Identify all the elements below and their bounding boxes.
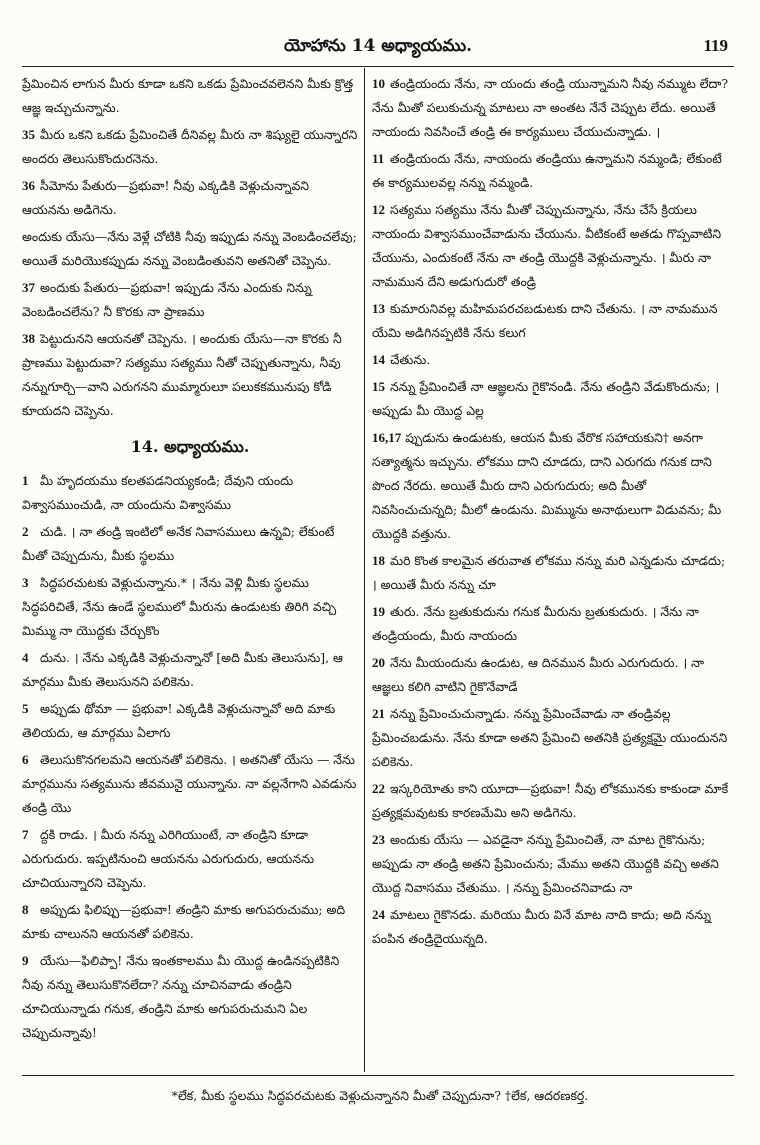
verse-paragraph [372,702,732,774]
verse-text: సీమోను పేతురు—ప్రభువా! నీవు ఎక్కడికి వెళ్లుచున్నావని ఆయనను అడిగెను. [22,178,309,217]
verse-number: 20 [372,655,385,670]
verse-text: సిద్ధపరచుటకు వెళ్లుచున్నాను.* । నేను వెళ్లి మీకు స్థలము సిద్ధపరిచితే, నేను ఉండే స్థలములో మీరును ఉండుటకు తిరిగి వచ్చి మిమ్ము నా యొద్దకు చేర్చుకొం [22,575,337,638]
verse-number: 11 [372,151,385,166]
verse-paragraph [22,646,358,694]
verse-number: 13 [372,301,385,316]
verse-number: 21 [372,706,385,721]
footnote: *లేక, మీకు స్థలము సిద్ధపరచుటకు వెళ్లుచున్నానని మీతో చెప్పుదునా? †లేక, ఆదరణకర్త. [171,1088,589,1103]
verse-paragraph [22,520,358,568]
verse-text: చుడి. । నా తండ్రి ఇంటిలో అనేక నివాసములు ఉన్నవి; లేకుంటే మీతో చెప్పుదును, మీకు స్థలము [22,524,335,563]
verse-number: 16,17 [372,430,402,445]
verse-paragraph [22,949,358,1045]
verse-number: 9 [22,953,29,968]
footnote-rule [22,1075,734,1076]
verse-paragraph [22,276,358,324]
right-column [372,72,732,1067]
verse-paragraph [372,828,732,900]
verse-number: 24 [372,907,385,922]
verse-text: అందుకు పేతురు—ప్రభువా! ఇప్పుడు నేను ఎందుకు నిన్ను వెంబడించలేను? నీ కొరకు నా ప్రాణము [22,280,312,319]
verse-number: 7 [22,827,29,842]
verse-text: దును. । నేను ఎక్కడికి వెళ్లుచున్నానో [అది మీకు తెలుసును], ఆ మార్గము మీకు తెలుసునని పలికెను. [22,650,343,689]
verse-paragraph [22,72,358,120]
verse-text: చేతును. [390,352,431,367]
verse-text: కుమారునివల్ల మహిమపరచబడుటకు దాని చేతును. । నా నామమున యేమి అడిగినప్పటికి నేను కలుగ [372,301,718,340]
column-divider [364,68,365,1072]
verse-paragraph [22,469,358,517]
verse-paragraph [372,297,732,345]
verse-paragraph [372,147,732,195]
verse-number: 38 [22,331,35,346]
verse-number: 19 [372,604,385,619]
page-number: 119 [703,36,728,55]
verse-paragraph [372,198,732,294]
verse-number: 12 [372,202,385,217]
verse-paragraph [22,571,358,643]
verse-text: అప్పుడు ఫిలిప్పు—ప్రభువా! తండ్రిని మాకు అగుపరుచుము; అది మాకు చాలునని ఆయనతో పలికెను. [22,902,346,941]
verse-text: సత్యము సత్యము నేను మీతో చెప్పుచున్నాను, నేను చేసే క్రియలు నాయందు విశ్వాసముంచేవాడును చేయును. వీటికంటే అతడు గొప్పవాటిని చేయును, ఎందుకంటే నేను నా తండ్రి యొద్దకి వెళ్లుచున్నాను. । మీరు నా నామమున దేని అడుగుదురో తండ్రి [372,202,722,289]
verse-text: ద్దకి రాడు. । మీరు నన్ను ఎరిగియుంటే, నా తండ్రిని కూడా ఎరుగుదురు. ఇప్పటినుంచి ఆయనను ఎరుగుదురు, ఆయనను చూచియున్నారని చెప్పెను. [22,827,315,890]
verse-text: ఇస్కరియోతు కాని యూదా—ప్రభువా! నీవు లోకమునకు కాకుండా మాకే ప్రత్యక్షమవుటకు కారణమేమి అని అడిగెను. [372,781,729,820]
verse-text: అందుకు యేసు — ఎవడైనా నన్ను ప్రేమించితే, నా మాట గైకొనును; అప్పుడు నా తండ్రి అతని ప్రేమించును; మేము అతని యొద్దకి వచ్చి అతని యొద్ద నివాసము చేతుము. । నన్ను ప్రేమించనివాడు నా [372,832,719,895]
verse-paragraph [22,225,358,273]
verse-text: పెట్టుదునని ఆయనతో చెప్పెను. । అందుకు యేసు—నా కొరకు నీ ప్రాణము పెట్టుదువా? సత్యము సత్యము నీతో చెప్పుతున్నాను, నీవు నన్నుగూర్చి—వాని ఎరుగనని ముమ్మారులూ పలుకకమునుపు కోడి కూయదని చెప్పెను. [22,331,342,418]
verse-paragraph [372,549,732,597]
verse-paragraph [372,651,732,699]
verse-text: అప్పుడు థోమా — ప్రభువా! ఎక్కడికి వెళ్లుచున్నావో అది మాకు తెలియదు, ఆ మార్గము ఏలాగు [22,701,336,740]
verse-number: 23 [372,832,385,847]
verse-text: మీ హృదయము కలతపడనియ్యకండి; దేవుని యందు విశ్వాసముంచుడి, నా యందును విశ్వాసము [22,473,294,512]
verse-number: 10 [372,76,385,91]
verse-text: మాటలు గైకొనడు. మరియు మీరు వినే మాట నాది కాదు; అది నన్ను పంపిన తండ్రిదైయున్నది. [372,907,711,946]
verse-paragraph [372,426,732,546]
chapter-heading: 14. అధ్యాయము. [130,437,250,456]
verse-paragraph [22,697,358,745]
verse-paragraph [372,375,732,423]
verse-paragraph [22,174,358,222]
verse-number: 1 [22,473,29,488]
verse-paragraph [372,903,732,951]
verse-number: 15 [372,379,385,394]
verse-text: మరి కొంత కాలమైన తరువాత లోకము నన్ను మరి ఎన్నడును చూడదు; । అయితే మీరు నన్ను చూ [372,553,726,592]
verse-number: 5 [22,701,29,716]
verse-text: తండ్రియందు నేను, నాయందు తండ్రియు ఉన్నామని నమ్మండి; లేకుంటే ఈ కార్యములవల్ల నన్ను నమ్మండి. [372,151,722,190]
verse-paragraph [22,823,358,895]
verse-number: 18 [372,553,385,568]
page-header [22,30,734,67]
verse-paragraph [372,600,732,648]
verse-number: 22 [372,781,385,796]
verse-text: అందుకు యేసు—నేను వెళ్లే చోటికి నీవు ఇప్పుడు నన్ను వెంబడించలేవు; అయితే మరియొకప్పుడు నన్ను వెంబడింతువని అతనితో చెప్పెను. [22,229,357,268]
verse-text: నన్ను ప్రేమించుచున్నాడు. నన్ను ప్రేమించేవాడు నా తండ్రివల్ల ప్రేమించబడును. నేను కూడా అతని ప్రేమించి అతనికి ప్రత్యక్షమై యుందునని పలికెను. [372,706,728,769]
verse-paragraph [372,777,732,825]
verse-paragraph [372,348,732,372]
left-column [22,72,358,1067]
verse-paragraph [372,72,732,144]
verse-number: 37 [22,280,35,295]
verse-number: 8 [22,902,29,917]
verse-number: 36 [22,178,35,193]
page-title: యోహాను 14 అధ్యాయము. [283,36,473,56]
verse-number: 3 [22,575,29,590]
verse-number: 4 [22,650,29,665]
verse-paragraph [22,123,358,171]
verse-text: తెలుసుకొనగలమని ఆయనతో పలికెను. । అతనితో యేసు — నేను మార్గమును సత్యమును జీవమునై యున్నాను. నా వల్లనేగాని ఎవడును తండ్రి యొ [22,752,357,815]
verse-text: యేసు—ఫిలిప్పా! నేను ఇంతకాలము మీ యొద్ద ఉండినప్పటికిని నీవు నన్ను తెలుసుకొనలేదా? నన్ను చూచినవాడు తండ్రిని చూచియున్నాడు గనుక, తండ్రిని మాకు అగుపరుచుమని ఏల చెప్పుచున్నావు! [22,953,340,1040]
verse-text: ప్పుడును ఉండుటకు, ఆయన మీకు వేరొక సహాయకుని† అనగా సత్యాత్మను ఇచ్చును. లోకము దాని చూడదు, దాని ఎరుగదు గనుక దాని పొంద నేరదు. అయితే మీరు దాని ఎరుగుదురు; అది మీతో నివసించుచున్నది; మీలో ఉండును. మిమ్మును అనాథులుగా విడువను; మీ యొద్దకి వత్తును. [372,430,722,541]
verse-number: 6 [22,752,29,767]
verse-text: తండ్రియందు నేను, నా యందు తండ్రి యున్నామని నీవు నమ్ముట లేదా? నేను మీతో పలుకుచున్న మాటలు నా అంతట నేనే చెప్పుట లేదు. అయితే నాయందు నివసించే తండ్రి ఈ కార్యములు చేయుచున్నాడు. । [372,76,729,139]
verse-text: నేను మీయందును ఉండుట, ఆ దినమున మీరు ఎరుగుదురు. । నా ఆజ్ఞలు కలిగి వాటిని గైకొనేవాడే [372,655,704,694]
verse-text: మీరు ఒకని ఒకడు ప్రేమించితే దీనివల్ల మీరు నా శిష్యులై యున్నారని అందరు తెలుసుకొందురనెను. [22,127,358,166]
verse-text: తురు. నేను బ్రతుకుదును గనుక మీరును బ్రతుకుదురు. । నేను నా తండ్రియందు, మీరు నాయందు [372,604,699,643]
verse-paragraph [22,748,358,820]
verse-number: 35 [22,127,35,142]
verse-number: 14 [372,352,385,367]
verse-paragraph [22,327,358,423]
verse-text: ప్రేమించిన లాగున మీరు కూడా ఒకని ఒకడు ప్రేమించవలెనని మీకు క్రొత్త ఆజ్ఞ ఇచ్చుచున్నాను. [22,76,354,115]
verse-text: నన్ను ప్రేమించితే నా ఆజ్ఞలను గైకొనండి. నేను తండ్రిని వేడుకొందును; । అప్పుడు మీ యొద్ద ఎల్ల [372,379,720,418]
verse-paragraph [22,898,358,946]
verse-number: 2 [22,524,29,539]
